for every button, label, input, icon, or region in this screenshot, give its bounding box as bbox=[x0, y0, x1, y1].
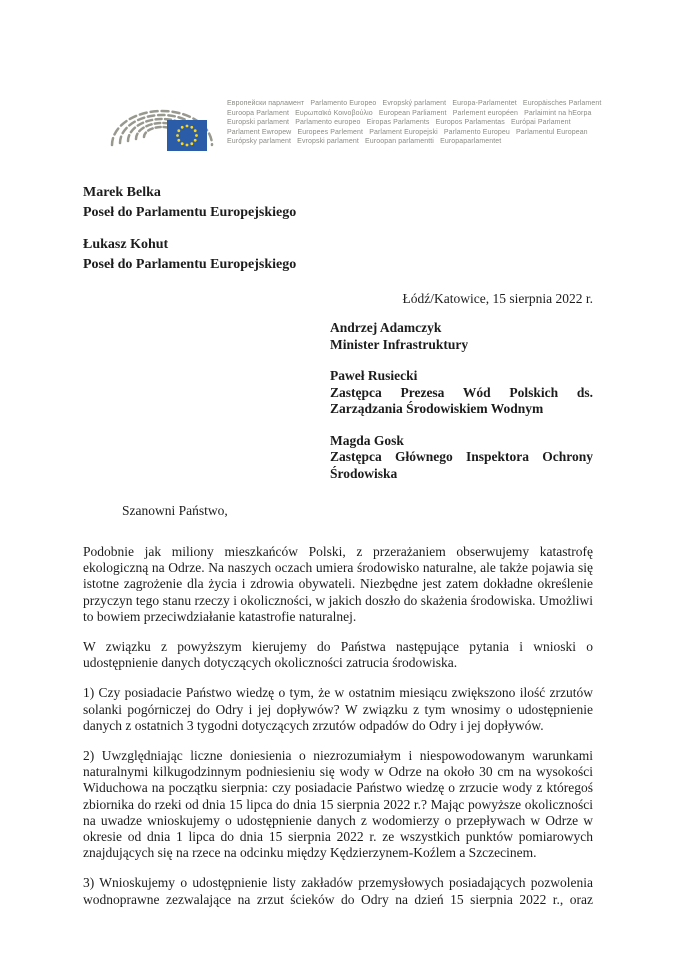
sender-name: Łukasz Kohut bbox=[83, 237, 169, 252]
salutation: Szanowni Państwo, bbox=[122, 503, 228, 518]
sender-name: Marek Belka bbox=[83, 185, 161, 200]
recipient-name: Paweł Rusiecki bbox=[330, 368, 418, 383]
sender-title: Poseł do Parlamentu Europejskiego bbox=[83, 204, 297, 220]
body-paragraph: 2) Uwzględniając liczne doniesienia o niezrozumiałym i niespowodowanym warunkami naturalnymi kilkugodzinnym podniesieniu się wody w Odrze na około 30 cm na wysokości Widuchowa na początku sierpnia: czy posiadacie Państwo wiedzę o zrzucie wody z któregoś zbiornika do rzeki od dnia 15 lipca do dnia 15 sierpnia 2022 r.? Mając powyższe okoliczności na uwadze wnioskujemy o udostępnienie danych z wodomierzy o przepływach w Odrze w okresie od dnia 1 lipca do dnia 15 sierpnia 2022 r. ze wszystkich punktów pomiarowych znajdujących się na rzece na odcinku między Kędzierzynem-Koźlem a Szczecinem. bbox=[83, 748, 593, 861]
sender bbox=[83, 235, 593, 274]
body-paragraph: 3) Wnioskujemy o udostępnienie listy zakładów przemysłowych posiadających pozwolenia wodnoprawne zezwalające na zrzut ścieków do Odry na dzień 15 sierpnia 2022 r., oraz bbox=[83, 875, 593, 907]
dateline: Łódź/Katowice, 15 sierpnia 2022 r. bbox=[402, 291, 593, 306]
recipient-title: Minister Infrastruktury bbox=[330, 336, 469, 352]
ep-wordmark-line: Európsky parlament Evropski parlament Euroopan parlamentti Europaparlamentet bbox=[227, 138, 502, 146]
ep-wordmark-line: Parlament Ewropew Europees Parlement Parlament Europejski Parlamento Europeu Parlamentul European bbox=[227, 128, 588, 136]
recipient bbox=[330, 433, 593, 483]
european-parliament-logo bbox=[110, 93, 215, 169]
recipient-name: Magda Gosk bbox=[330, 432, 404, 448]
recipient-name: Andrzej Adamczyk bbox=[330, 320, 442, 335]
ep-wordmark-line: Euroopa Parlament Ευρωπαϊκό Κοινοβούλιο European Parliament Parlement européen Parlaimint na hEorpa bbox=[227, 109, 592, 117]
recipient bbox=[330, 368, 593, 418]
ep-wordmark-line: Европейски парламент Parlamento Europeo Evropský parlament Europa-Parlamentet Europäisches Parlament bbox=[227, 100, 602, 107]
sender-title: Poseł do Parlamentu Europejskiego bbox=[83, 256, 297, 272]
body-paragraph: 1) Czy posiadacie Państwo wiedzę o tym, że w ostatnim miesiącu zwiększono ilość zrzutów solanki pogórniczej do Odry i jej dopływów? W związku z tym wnosimy o udostępnienie danych z ostatnich 3 tygodni dotyczących zrzutów odpadów do Odry i jej dopływów. bbox=[83, 685, 593, 733]
body-paragraph: Podobnie jak miliony mieszkańców Polski, z przerażaniem obserwujemy katastrofę ekologiczną na Odrze. Na naszych oczach umiera środowisko naturalne, ale także pojawia się istotne zagrożenie dla życia i zdrowia obywateli. Niezbędne jest zatem dokładne określenie przyczyn tego stanu rzeczy i okoliczności, w jakich doszło do skażenia środowiska. Umożliwi to bowiem przeciwdziałanie katastrofie naturalnej. bbox=[83, 544, 593, 624]
recipient-title: Zastępca Prezesa Wód Polskich ds. Zarządzania Środowiskiem Wodnym bbox=[330, 384, 593, 416]
recipient-block bbox=[330, 320, 593, 482]
ep-wordmark-line: Europski parlament Parlamento europeo Eiropas Parlaments Europos Parlamentas Európai Parlament bbox=[227, 119, 571, 127]
ep-header bbox=[110, 93, 602, 169]
recipient bbox=[330, 320, 593, 353]
sender bbox=[83, 183, 593, 222]
ep-wordmark bbox=[227, 99, 601, 147]
body-paragraph: W związku z powyższym kierujemy do Państwa następujące pytania i wnioski o udostępnienie danych dotyczących okoliczności zatrucia środowiska. bbox=[83, 639, 593, 671]
recipient-title: Zastępca Głównego Inspektora Ochrony Środowiska bbox=[330, 449, 593, 481]
sender-block bbox=[83, 183, 593, 274]
